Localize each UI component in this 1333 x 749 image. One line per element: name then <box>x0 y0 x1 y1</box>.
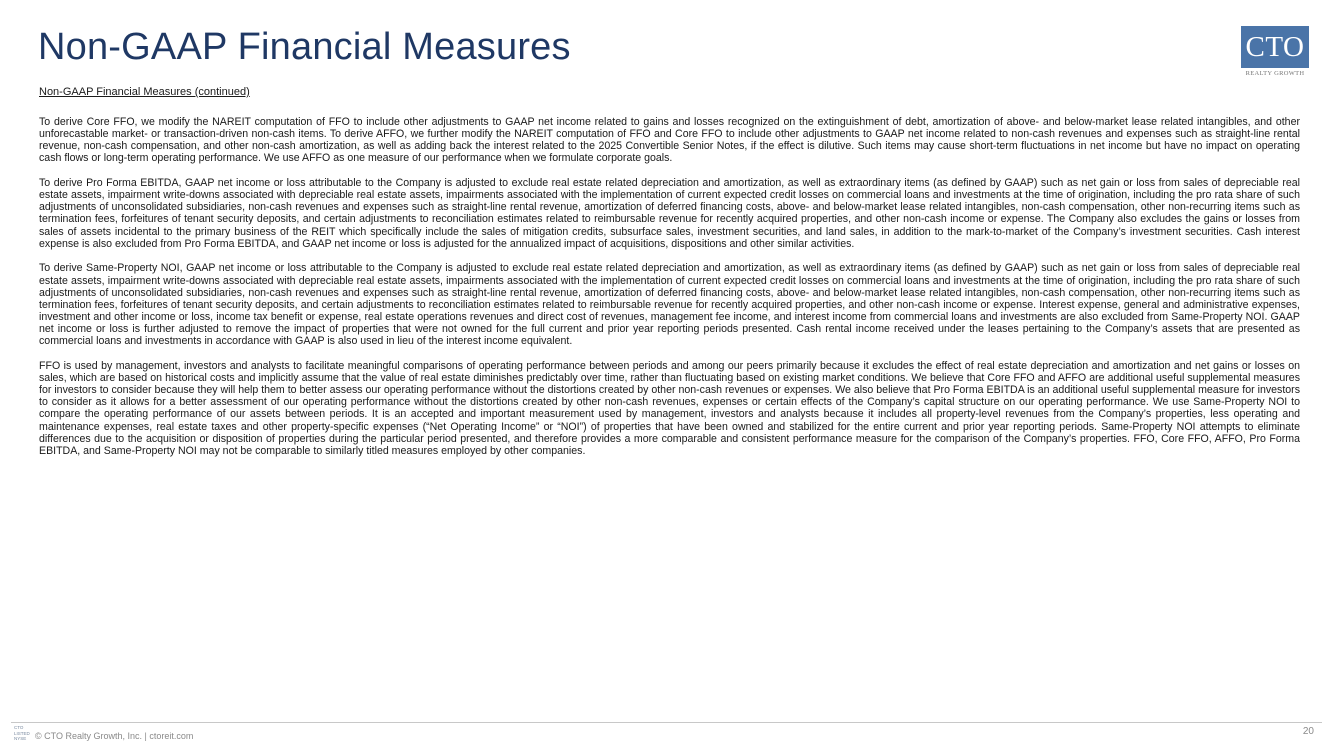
section-subheading: Non-GAAP Financial Measures (continued) <box>39 86 250 98</box>
footer-nyse-logo <box>14 725 34 742</box>
page-number: 20 <box>1302 726 1314 737</box>
company-logo <box>1241 26 1309 77</box>
footer-divider <box>11 722 1322 723</box>
footer-logo-line: LISTED <box>14 730 30 736</box>
paragraph-same-property-noi: To derive Same-Property NOI, GAAP net income or loss attributable to the Company is adjusted to exclude real estate related depreciation and amortization, as well as extraordinary items (as defined by GAAP) such as net gain or loss from sales of depreciable real estate assets, impairment write-downs associated with depreciable real estate assets, impairments associated with the implementation of current expected credit losses on commercial loans and investments at the time of origination, including the pro rata share of such adjustments of unconsolidated subsidiaries, non-cash revenues and expenses such as straight-line rental revenue, amortization of deferred financing costs, above- and below-market lease related intangibles, non-cash compensation, other non-recurring items such as termination fees, forfeitures of tenant security deposits, and certain adjustments to reconciliation estimates related to reimbursable revenue for recently acquired properties, and other non-cash income or expense. Interest expense, general and administrative expenses, investment and other income or loss, income tax benefit or expense, real estate operations revenues and direct cost of revenues, management fee income, and interest income from commercial loans and investments are also excluded from Same-Property NOI. GAAP net income or loss is further adjusted to remove the impact of properties that were not owned for the full current and prior year reporting periods presented. Cash rental income received under the leases pertaining to the Company’s assets that are presented as commercial loans and investments in accordance with GAAP is also used in lieu of the interest income equivalent. <box>39 262 1300 348</box>
footer-logo-line: NYSE <box>14 736 27 742</box>
paragraph-pro-forma-ebitda: To derive Pro Forma EBITDA, GAAP net income or loss attributable to the Company is adjusted to exclude real estate related depreciation and amortization, as well as extraordinary items (as defined by GAAP) such as net gain or loss from sales of depreciable real estate assets, impairment write-downs associated with depreciable real estate assets, impairments associated with the implementation of current expected credit losses on commercial loans and investments at the time of origination, including the pro rata share of such adjustments of unconsolidated subsidiaries, non-cash revenues and expenses such as straight-line rental revenue, amortization of deferred financing costs, above- and below-market lease related intangibles, non-cash compensation, other non-recurring items such as termination fees, forfeitures of tenant security deposits, and certain adjustments to reconciliation estimates related to reimbursable revenue for recently acquired properties, and other non-cash income or expense. The Company also excludes the gains or losses from sales of assets incidental to the primary business of the REIT which specifically include the sales of mitigation credits, subsurface sales, investment securities, and land sales, in addition to the mark-to-market of the Company’s investment securities. Cash interest expense is also excluded from Pro Forma EBITDA, and GAAP net income or loss is adjusted for the annualized impact of acquisitions, dispositions and other similar activities. <box>39 177 1300 250</box>
footer-copyright: © CTO Realty Growth, Inc. | ctoreit.com <box>35 731 194 741</box>
logo-mark: CTO <box>1241 26 1309 68</box>
paragraph-core-ffo-affo: To derive Core FFO, we modify the NAREIT computation of FFO to include other adjustments to GAAP net income related to gains and losses recognized on the extinguishment of debt, amortization of above- and below-market lease related intangibles, and other unforecastable market- or transaction-driven non-cash items. To derive AFFO, we further modify the NAREIT computation of FFO and Core FFO to include other adjustments to GAAP net income related to non-cash revenues and expenses such as straight-line rental revenue, non-cash compensation, and other non-cash amortization, as well as adding back the interest related to the 2025 Convertible Senior Notes, if the effect is dilutive. Such items may cause short-term fluctuations in net income but have no impact on operating cash flows or long-term operating performance. We use AFFO as one measure of our performance when we formulate corporate goals. <box>39 116 1300 165</box>
paragraph-ffo-usefulness: FFO is used by management, investors and analysts to facilitate meaningful comparisons of operating performance between periods and among our peers primarily because it excludes the effect of real estate depreciation and amortization and net gains or losses on sales, which are based on historical costs and implicitly assume that the value of real estate diminishes predictably over time, rather than fluctuating based on existing market conditions. We believe that Core FFO and AFFO are additional useful supplemental measures for investors to consider because they will help them to better assess our operating performance without the distortions created by other non-cash revenues or expenses. We also believe that Pro Forma EBITDA is an additional useful supplemental measure for investors to consider as it allows for a better assessment of our operating performance without the distortions created by other non-cash revenues, expenses or certain effects of the Company’s capital structure on our operating performance. We use Same-Property NOI to compare the operating performance of our assets between periods. It is an accepted and important measurement used by management, investors and analysts because it includes all property-level revenues from the Company’s properties, less operating and maintenance expenses, real estate taxes and other property-specific expenses (“Net Operating Income” or “NOI”) of properties that have been owned and stabilized for the entire current and prior year reporting periods. Same-Property NOI attempts to eliminate differences due to the acquisition or disposition of properties during the particular period presented, and therefore provides a more comparable and consistent performance measure for the comparison of the Company’s properties. FFO, Core FFO, AFFO, Pro Forma EBITDA, and Same-Property NOI may not be comparable to similarly titled measures employed by other companies. <box>39 359 1300 457</box>
body-text <box>39 116 1300 469</box>
logo-subtext: REALTY GROWTH <box>1245 70 1305 77</box>
page-title: Non-GAAP Financial Measures <box>38 26 571 68</box>
footer-logo-line: CTO <box>14 725 24 730</box>
